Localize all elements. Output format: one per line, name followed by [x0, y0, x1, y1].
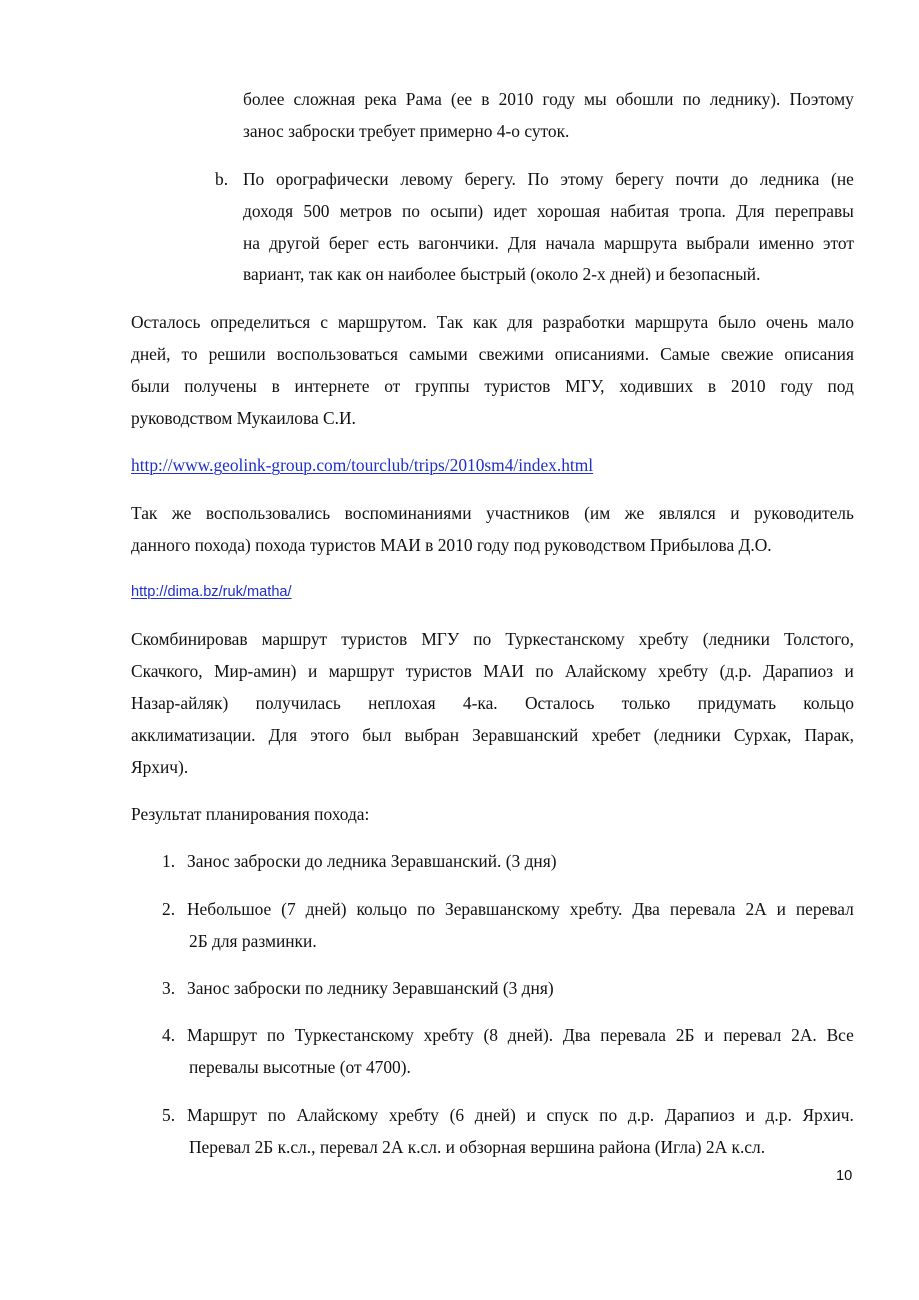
word: перевал [795, 899, 854, 919]
word: получилась [255, 693, 341, 713]
word: воспользоваться [276, 344, 399, 364]
word: кольцо [803, 693, 854, 713]
text-line [131, 374, 854, 398]
word: кольцо [356, 899, 408, 919]
word: мы [584, 89, 607, 109]
word: Осталось [131, 312, 201, 332]
text-line [243, 231, 854, 255]
word: Дарапиоз [664, 1105, 735, 1125]
text-line [131, 659, 854, 683]
word: на [243, 233, 261, 253]
word: маршрутом. [337, 312, 427, 332]
word: определиться [210, 312, 311, 332]
word: же [171, 503, 192, 523]
word: доходя [243, 201, 294, 221]
text-line [187, 1103, 854, 1127]
word: Мир-амин) [214, 661, 297, 681]
word: дней) [474, 1105, 516, 1125]
word: 2Б [675, 1025, 695, 1045]
word: Туркестанскому [294, 1025, 414, 1045]
text-line: перевалы высотные (от 4700). [189, 1057, 411, 1077]
word: перевал [723, 1025, 782, 1045]
word: Осталось [524, 693, 595, 713]
word: дней, [131, 344, 171, 364]
word: в [707, 376, 717, 396]
word: (ее [450, 89, 473, 109]
word: По [243, 169, 265, 189]
list-marker: 2. [162, 899, 176, 919]
word: в [271, 376, 280, 396]
text-line [131, 691, 854, 715]
text-line [131, 627, 854, 651]
word: и [844, 661, 854, 681]
text-line: Ярхич). [131, 757, 189, 777]
word: и [730, 503, 740, 523]
word: Два [632, 899, 660, 919]
word: хребту [638, 629, 689, 649]
word: участников [486, 503, 570, 523]
word: с [320, 312, 328, 332]
text-line: Перевал 2Б к.сл., перевал 2А к.сл. и обзорная вершина района (Игла) 2А к.сл. [189, 1137, 766, 1157]
word: 2010 [498, 89, 534, 109]
word: Маршрут [187, 1105, 258, 1125]
word: берегу. [464, 169, 516, 189]
word: Туркестанскому [505, 629, 625, 649]
word: Алайскому [296, 1105, 379, 1125]
word: получены [184, 376, 257, 396]
word: д.р. [765, 1105, 792, 1125]
word: выбрали [686, 233, 750, 253]
word: другой [269, 233, 320, 253]
word: (не [831, 169, 854, 189]
word: хребту [658, 661, 709, 681]
word: этому [560, 169, 604, 189]
list-marker: 5. [162, 1105, 176, 1125]
word: решили [208, 344, 266, 364]
word: то [181, 344, 198, 364]
word: Для [736, 201, 765, 221]
word: году [780, 376, 813, 396]
word: Небольшое [187, 899, 272, 919]
word: и [776, 899, 786, 919]
word: (6 [449, 1105, 465, 1125]
result-heading: Результат планирования похода: [131, 804, 370, 824]
word: под [827, 376, 854, 396]
word: река [364, 89, 397, 109]
word: году [542, 89, 575, 109]
word: и [704, 1025, 714, 1045]
word: (8 [483, 1025, 498, 1045]
word: Зеравшанский [472, 725, 579, 745]
word: (д.р. [719, 661, 752, 681]
word: (ледники [653, 725, 721, 745]
word: по [401, 201, 420, 221]
word: от [384, 376, 401, 396]
geolink-url-link[interactable]: http://www.geolink-group.com/tourclub/trips/2010sm4/index.html [131, 455, 594, 475]
word: хребту [423, 1025, 474, 1045]
word: и [307, 661, 318, 681]
word: свежие [720, 344, 774, 364]
word: были [131, 376, 170, 396]
word: перевала [669, 899, 736, 919]
word: Самые [660, 344, 710, 364]
word: спуск [546, 1105, 589, 1125]
word: дней) [305, 899, 347, 919]
word: по [682, 89, 701, 109]
text-line [243, 87, 854, 111]
text-line [131, 310, 854, 334]
word: Два [562, 1025, 591, 1045]
word: есть [377, 233, 410, 253]
text-line: Занос заброски до ледника Зеравшанский. (3 дня) [187, 851, 557, 871]
text-line: данного похода) похода туристов МАИ в 2010 году под руководством Прибылова Д.О. [131, 535, 772, 555]
text-line [243, 167, 854, 191]
word: Назар-айляк) [131, 693, 229, 713]
word: МГУ [421, 629, 460, 649]
word: начала [545, 233, 595, 253]
word: Парак, [804, 725, 854, 745]
word: Дарапиоз [763, 661, 834, 681]
word: 4-ка. [462, 693, 498, 713]
text-line [187, 1023, 854, 1047]
word: и [526, 1105, 536, 1125]
word: ходивших [619, 376, 694, 396]
word: Сурхак, [733, 725, 792, 745]
word: по [535, 661, 554, 681]
word: ледника [759, 169, 820, 189]
word: придумать [697, 693, 776, 713]
word: выбран [404, 725, 460, 745]
word: как [472, 312, 498, 332]
word: для [507, 312, 533, 332]
word: свежими [478, 344, 544, 364]
word: этого [310, 725, 350, 745]
word: именно [758, 233, 814, 253]
word: самыми [409, 344, 468, 364]
word: по [599, 1105, 618, 1125]
word: по [267, 1105, 286, 1125]
word: Рама [405, 89, 442, 109]
word: Для [268, 725, 298, 745]
word: вагончики. [418, 233, 499, 253]
word: сложная [293, 89, 356, 109]
word: Скачкого, [131, 661, 203, 681]
word: 2А [745, 899, 767, 919]
word: до [730, 169, 749, 189]
word: переправы [774, 201, 854, 221]
word: Ярхич. [802, 1105, 854, 1125]
text-line [243, 199, 854, 223]
text-line: 2Б для разминки. [189, 931, 317, 951]
text-line [131, 501, 854, 525]
word: дней). [507, 1025, 554, 1045]
word: тропа. [679, 201, 726, 221]
word: (7 [281, 899, 296, 919]
word: левому [400, 169, 453, 189]
word: орографически [276, 169, 389, 189]
word: руководитель [754, 503, 854, 523]
word: берегу [615, 169, 664, 189]
text-line: Занос заброски по леднику Зеравшанский (3 дня) [187, 978, 554, 998]
word: Зеравшанскому [445, 899, 560, 919]
word: Для [507, 233, 537, 253]
word: был [362, 725, 392, 745]
word: туристов [405, 661, 472, 681]
word: По [527, 169, 549, 189]
text-line: занос заброски требует примерно 4-о суток. [243, 121, 570, 141]
word: по [266, 1025, 285, 1045]
list-marker: 3. [162, 978, 176, 998]
word: Так [131, 503, 158, 523]
word: группы [415, 376, 470, 396]
word: (ледники [702, 629, 770, 649]
text-line [131, 723, 854, 747]
word: перевала [600, 1025, 666, 1045]
word: 2А. [791, 1025, 817, 1045]
word: Все [826, 1025, 854, 1045]
word: Скомбинировав [131, 629, 248, 649]
word: Маршрут [187, 1025, 258, 1045]
list-marker: 1. [162, 851, 176, 871]
word: очень [765, 312, 808, 332]
word: по [473, 629, 492, 649]
word: акклиматизации. [131, 725, 256, 745]
word: маршрута [634, 312, 709, 332]
word: и [745, 1105, 755, 1125]
word: метров [339, 201, 392, 221]
word: Поэтому [789, 89, 854, 109]
dima-url-link[interactable]: http://dima.bz/ruk/matha/ [131, 584, 292, 600]
word: МАИ [483, 661, 524, 681]
word: берег [328, 233, 369, 253]
word: мало [817, 312, 854, 332]
word: описаниями. [554, 344, 650, 364]
word: туристов [341, 629, 408, 649]
word: неплохая [368, 693, 436, 713]
word: д.р. [627, 1105, 655, 1125]
text-line [187, 897, 854, 921]
list-marker: b. [215, 169, 229, 189]
word: же [624, 503, 645, 523]
word: маршрут [328, 661, 395, 681]
word: (им [584, 503, 611, 523]
word: хребет [591, 725, 641, 745]
word: туристов [484, 376, 551, 396]
word: леднику). [709, 89, 781, 109]
word: идет [493, 201, 527, 221]
word: в [481, 89, 490, 109]
text-line: руководством Мукаилова С.И. [131, 408, 356, 428]
word: Толстого, [783, 629, 854, 649]
text-line [131, 342, 854, 366]
word: маршрут [261, 629, 328, 649]
word: являлся [658, 503, 716, 523]
word: этот [823, 233, 854, 253]
word: МГУ, [565, 376, 605, 396]
word: хребту. [569, 899, 623, 919]
word: обошли [615, 89, 674, 109]
word: осыпи) [430, 201, 484, 221]
word: более [243, 89, 285, 109]
word: Так [436, 312, 464, 332]
word: было [718, 312, 757, 332]
word: описания [784, 344, 854, 364]
word: хребту [388, 1105, 439, 1125]
list-marker: 4. [162, 1025, 176, 1045]
word: набитая [610, 201, 670, 221]
word: разработки [542, 312, 625, 332]
word: воспоминаниями [344, 503, 472, 523]
page-number: 10 [836, 1168, 853, 1184]
word: почти [675, 169, 719, 189]
word: только [621, 693, 671, 713]
word: маршрута [603, 233, 678, 253]
word: Алайскому [564, 661, 647, 681]
word: интернете [294, 376, 370, 396]
text-line: вариант, так как он наиболее быстрый (около 2-х дней) и безопасный. [243, 264, 761, 284]
word: воспользовались [205, 503, 331, 523]
word: по [417, 899, 436, 919]
word: хорошая [536, 201, 601, 221]
word: 2010 [730, 376, 766, 396]
word: 500 [303, 201, 330, 221]
